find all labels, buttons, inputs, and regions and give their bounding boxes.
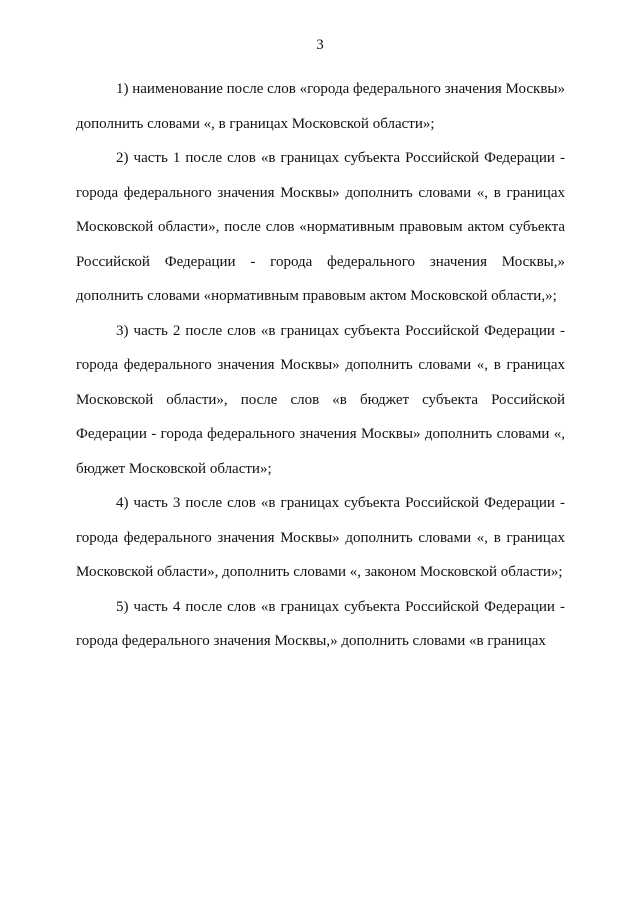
paragraph-item-1: 1) наименование после слов «города федерального значения Москвы» дополнить словами «, в границах Московской области»; [76,81,565,132]
paragraph-item-2: 2) часть 1 после слов «в границах субъекта Российской Федерации - города федерального значения Москвы» дополнить словами «, в границах Московской области», после слов «нормативным правовым актом субъекта Российской Федерации - города федерального значения Москвы,» дополнить словами «нормативным правовым актом Московской области,»; [76,150,565,304]
page-number: 3 [316,37,324,53]
paragraph-item-4: 4) часть 3 после слов «в границах субъекта Российской Федерации - города федерального значения Москвы» дополнить словами «, в границах Московской области», дополнить словами «, законом Московской области»; [76,495,565,580]
paragraph-item-5: 5) часть 4 после слов «в границах субъекта Российской Федерации - города федерального значения Москвы,» дополнить словами «в границах [76,598,565,649]
document-body [76,72,565,659]
paragraph-item-3: 3) часть 2 после слов «в границах субъекта Российской Федерации - города федерального значения Москвы» дополнить словами «, в границах Московской области», после слов «в бюджет субъекта Российской Федерации - города федерального значения Москвы» дополнить словами «, бюджет Московской области»; [76,322,565,477]
